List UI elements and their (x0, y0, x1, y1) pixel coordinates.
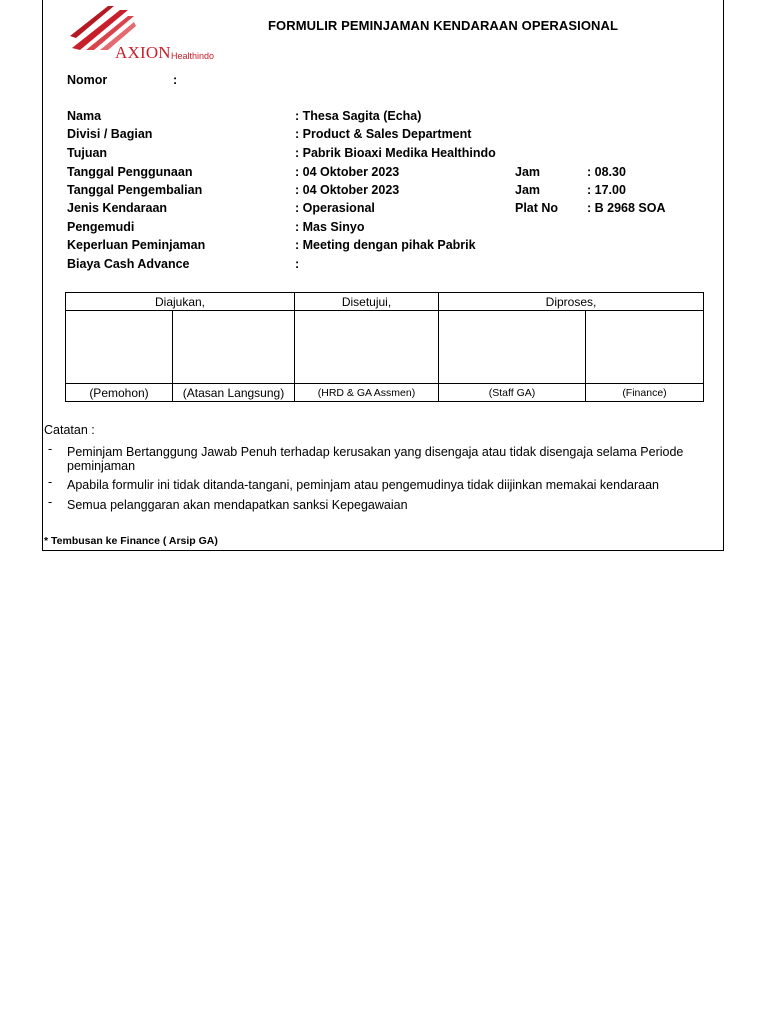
field-label-keperluan: Keperluan Peminjaman (67, 238, 206, 252)
role-atasan: (Atasan Langsung) (173, 384, 295, 402)
signature-box-atasan (173, 311, 295, 384)
header-diajukan: Diajukan, (66, 293, 295, 311)
role-staff-ga: (Staff GA) (439, 384, 586, 402)
field-label-biaya: Biaya Cash Advance (67, 257, 190, 271)
notes-title: Catatan : (44, 423, 95, 437)
signature-box-pemohon (66, 311, 173, 384)
field-value-jenis-kendaraan: : Operasional (295, 201, 375, 215)
field-label-tujuan: Tujuan (67, 146, 108, 160)
note-text: Semua pelanggaran akan mendapatkan sanksi Kepegawaian (67, 498, 408, 512)
field-value-nama: : Thesa Sagita (Echa) (295, 109, 422, 123)
signature-box-hrd (295, 311, 439, 384)
jam-selesai-value: : 17.00 (587, 183, 626, 197)
note-text: Apabila formulir ini tidak ditanda-tangani, peminjam atau pengemudinya tidak diijinkan memakai kendaraan (67, 478, 660, 492)
field-value-biaya: : (295, 257, 300, 271)
field-value-pengemudi: : Mas Sinyo (295, 220, 365, 234)
note-dash: - (48, 475, 53, 489)
field-value-tanggal-penggunaan: : 04 Oktober 2023 (295, 165, 400, 179)
field-label-divisi: Divisi / Bagian (67, 127, 153, 141)
company-logo (68, 6, 218, 64)
footer-note: * Tembusan ke Finance ( Arsip GA) (44, 535, 218, 547)
form-title: FORMULIR PEMINJAMAN KENDARAAN OPERASIONAL (268, 18, 619, 33)
field-label-jenis-kendaraan: Jenis Kendaraan (67, 201, 168, 215)
logo-brand-text: AXION (115, 43, 171, 62)
signature-box-finance (586, 311, 704, 384)
logo-sub-text: Healthindo (171, 51, 215, 61)
role-hrd: (HRD & GA Assmen) (295, 384, 439, 402)
field-value-keperluan: : Meeting dengan pihak Pabrik (295, 238, 476, 252)
jam-selesai-label: Jam (515, 183, 541, 197)
plat-no-label: Plat No (515, 201, 559, 215)
signature-table (65, 292, 704, 402)
note-dash: - (48, 495, 53, 509)
note-text: peminjaman (67, 459, 136, 473)
signature-box-staff-ga (439, 311, 586, 384)
role-finance: (Finance) (586, 384, 704, 402)
jam-mulai-value: : 08.30 (587, 165, 626, 179)
field-value-tujuan: : Pabrik Bioaxi Medika Healthindo (295, 146, 496, 160)
note-dash: - (48, 442, 53, 456)
field-label-tanggal-pengembalian: Tanggal Pengembalian (67, 183, 203, 197)
nomor-colon: : (173, 73, 178, 87)
field-label-pengemudi: Pengemudi (67, 220, 135, 234)
field-value-tanggal-pengembalian: : 04 Oktober 2023 (295, 183, 400, 197)
plat-no-value: : B 2968 SOA (587, 201, 666, 215)
header-disetujui: Disetujui, (295, 293, 439, 311)
field-label-nama: Nama (67, 109, 102, 123)
nomor-label: Nomor (67, 73, 108, 87)
jam-mulai-label: Jam (515, 165, 541, 179)
field-value-divisi: : Product & Sales Department (295, 127, 472, 141)
header-diproses: Diproses, (439, 293, 704, 311)
role-pemohon: (Pemohon) (66, 384, 173, 402)
field-label-tanggal-penggunaan: Tanggal Penggunaan (67, 165, 193, 179)
note-text: Peminjam Bertanggung Jawab Penuh terhadap kerusakan yang disengaja atau tidak disengaja selama Periode (67, 445, 684, 459)
form-frame (42, 0, 724, 551)
